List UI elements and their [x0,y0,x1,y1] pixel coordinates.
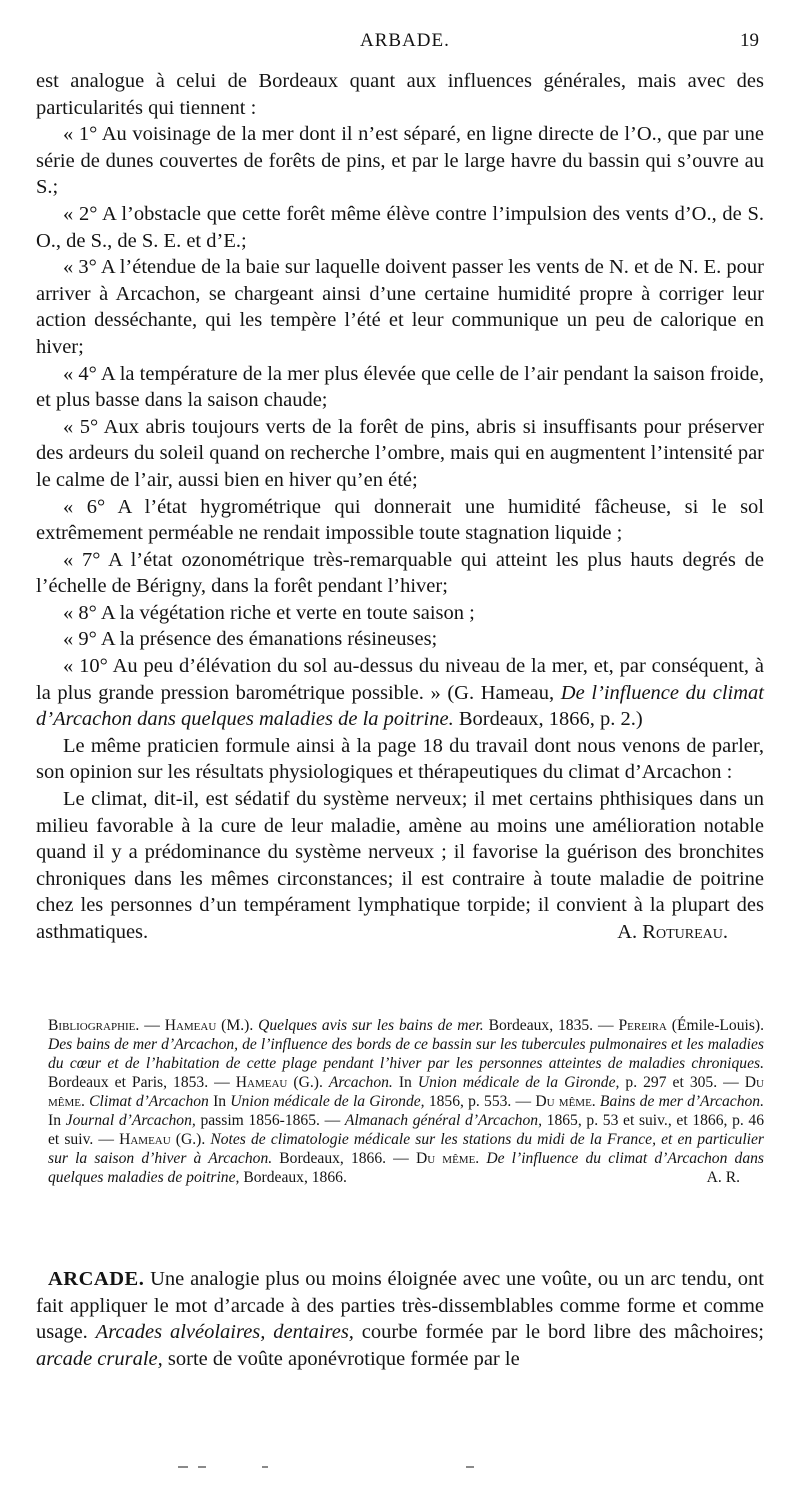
bibliography-signature: A. R. [706,1169,740,1186]
quote-text: Le climat, dit-il, est sédatif du système nerveux; il met certains phthisiques dans un milieu favorable à la cure de leur maladie, amène au moins une amélioration notable quand il y a prédominance du système nerveux ; il favorise la guérison des bronchites chroniques dans les mêmes circonstances; il est contraire à toute maladie de poitrine chez les personnes d’un tempérament lymphatique torpide; il convient à la plupart des asthmatiques. [36,788,764,943]
running-title: ARBADE. [360,30,450,51]
entry-term: arcade crurale, [36,1347,163,1370]
biblio-text: (G.). [170,1131,211,1148]
biblio-title: Notes de climatologie médicale sur les stations du midi de la France, et en particulier sur la saison d’hiver à Arcachon. [48,1131,764,1167]
biblio-title: Bains de mer d’Arcachon. [599,1093,765,1110]
author-signature: A. Rotureau. [617,921,728,943]
list-item: « 9° A la présence des émanations résineuses; [63,628,438,651]
biblio-text: passim 1856-1865. — [195,1112,345,1129]
biblio-author: Pereira [618,1017,667,1034]
scan-mark [178,1466,188,1468]
biblio-text: 1865, p. 53 et suiv., et 1866, p. 46 et suiv. — [48,1112,765,1148]
list-item: « 5° Aux abris toujours verts de la forêt de pins, abris si insuffisants pour préserver des ardeurs du soleil quand on recherche l’ombre, mais qui en augmentent l’intensité par le calme de l’air, aussi bien en hiver qu’en été; [36,415,764,491]
biblio-title: Union médicale de la Gironde, [230,1093,425,1110]
biblio-author: Du même. [415,1150,480,1167]
biblio-text: 1856, p. 553. — [424,1093,536,1110]
biblio-author: Du même. [535,1093,596,1110]
item10-text: « 10° Au peu d’élévation du sol au-dessus du niveau de la mer, et, par conséquent, à la plus grande pression barométrique possible. » (G. Hameau, [36,655,764,704]
biblio-title: Journal d’Arcachon, [65,1112,196,1129]
biblio-author: Hameau [119,1131,171,1148]
biblio-text: In [392,1074,418,1091]
biblio-title: De l’influence du climat d’Arcachon dans quelques maladies de poitrine, [48,1150,764,1186]
list-item: « 3° A l’étendue de la baie sur laquelle doivent passer les vents de N. et de N. E. pour arriver à Arcachon, se chargeant ainsi d’une certaine humidité propre à corriger leur action desséchante, qui les tempère l’été et leur communique un peu de calorique en hiver; [36,256,764,358]
scan-mark [198,1466,206,1468]
biblio-author: Hameau [235,1074,288,1091]
arcade-entry [36,1266,764,1372]
bibliography-paragraph [48,1016,764,1187]
list-item: « 4° A la température de la mer plus élevée que celle de l’air pendant la saison froide, et plus basse dans la saison chaude; [36,362,764,412]
biblio-title: Union médicale de la Gironde, [417,1074,620,1091]
biblio-author: Du même. [48,1074,764,1110]
list-item: « 6° A l’état hygrométrique qui donnerait une humidité fâcheuse, si le sol extrêmement perméable ne rendait impossible toute stagnation liquide ; [36,495,764,545]
entry-term: Arcades alvéolaires, dentaires, [95,1321,354,1344]
entry-text: Une analogie plus ou moins éloignée avec une voûte, ou un arc tendu, ont fait appliquer le mot d’arcade à des parties très-dissemblables comme forme et comme usage. [36,1268,764,1344]
entry-text: sorte de voûte aponévrotique formée par le [162,1347,520,1370]
list-item-10 [36,653,764,733]
biblio-author: Hameau [164,1017,217,1034]
list-item: « 8° A la végétation riche et verte en toute saison ; [63,601,475,624]
biblio-text: Bordeaux, 1866. — [272,1150,416,1167]
page-header [0,30,800,54]
bibliography [48,1016,764,1187]
biblio-title: Almanach général d’Arcachon, [344,1112,542,1129]
biblio-text: Bordeaux et Paris, 1853. — [48,1074,236,1091]
biblio-text: (M.). [216,1017,259,1034]
biblio-title: Arcachon. [328,1074,393,1091]
cited-work-title: De l’influence du climat d’Arcachon dans quelques maladies de la poitrine. [36,681,764,731]
biblio-text: In [208,1093,231,1110]
biblio-text: (G.). [287,1074,329,1091]
biblio-title: Climat d’Arcachon [89,1093,209,1110]
list-item: « 7° A l’état ozonométrique très-remarquable qui atteint les plus hauts degrés de l’échelle de Bérigny, dans la forêt pendant l’hiver; [36,548,764,598]
arcade-paragraph [36,1266,764,1372]
biblio-text: Bordeaux, 1835. — [483,1017,619,1034]
list-item: « 2° A l’obstacle que cette forêt même élève contre l’impulsion des vents d’O., de S. O., de S., de S. E. et d’E.; [36,202,764,252]
biblio-title: Quelques avis sur les bains de mer. [258,1017,484,1034]
scan-mark [262,1466,268,1468]
item10-tail: Bordeaux, 1866, p. 2.) [453,708,643,731]
biblio-text: Bordeaux, 1866. [239,1169,347,1186]
paragraph: Le même praticien formule ainsi à la page 18 du travail dont nous venons de parler, son opinion sur les résultats physiologiques et thérapeutiques du climat d’Arcachon : [36,734,764,784]
entry-text: courbe formée par le bord libre des mâchoires; [353,1321,764,1344]
scan-marks [0,1466,800,1472]
bibliography-label: Bibliographie. [48,1017,140,1034]
quoted-paragraph [36,786,764,946]
main-text [36,68,764,946]
intro-paragraph: est analogue à celui de Bordeaux quant aux influences générales, mais avec des particularités qui tiennent : [36,70,764,119]
biblio-title: Des bains de mer d’Arcachon, de l’influence des bords de ce bassin sur les tubercules pulmonaires et les maladies du cœur et de l’habitation de cette plage pendant l’hiver par les personnes atteintes de maladies chroniques. [48,1036,764,1072]
biblio-text: In [48,1112,66,1129]
biblio-text: (Émile-Louis). [666,1017,765,1034]
page-number: 19 [740,30,759,51]
biblio-text: — [139,1017,165,1034]
entry-headword: ARCADE. [48,1268,145,1290]
list-item: « 1° Au voisinage de la mer dont il n’est séparé, en ligne directe de l’O., que par une série de dunes couvertes de forêts de pins, et par le large havre du bassin qui s’ouvre au S.; [36,123,764,199]
scan-mark [466,1466,474,1468]
biblio-text: p. 297 et 305. — [619,1074,745,1091]
